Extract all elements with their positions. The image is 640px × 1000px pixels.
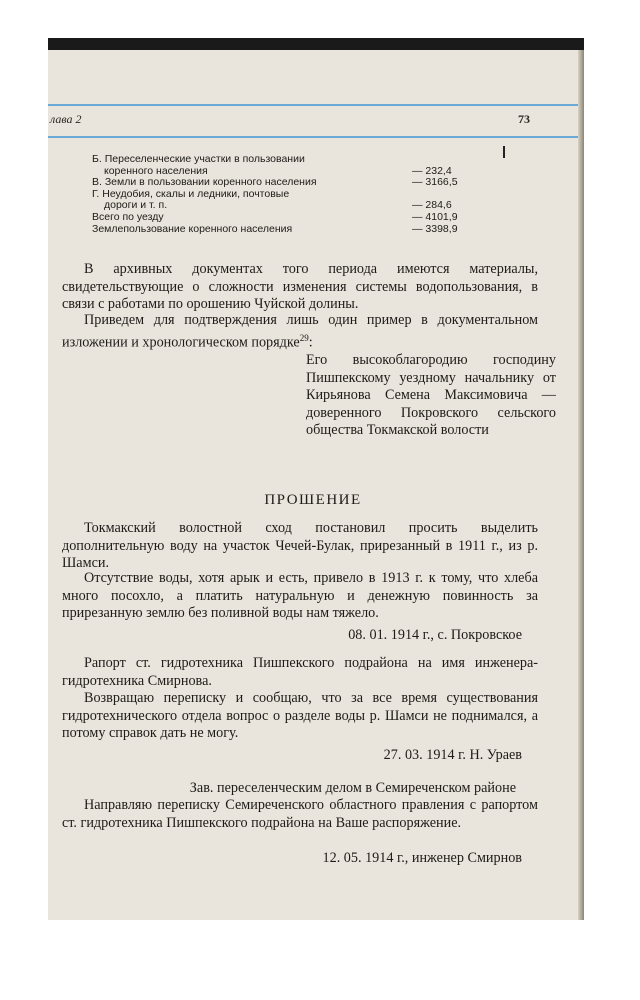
stat-value: — 284,6	[412, 199, 452, 212]
footnote-ref: 29	[299, 332, 309, 343]
petition-date-place: 08. 01. 1914 г., с. Покровское	[348, 627, 522, 643]
stat-label: Б. Переселенческие участки в пользовании	[92, 153, 305, 165]
paragraph-example-text: Приведем для подтверждения лишь один пример в документальном изложении и хронологическом порядке	[62, 312, 538, 351]
scan-top-edge	[48, 38, 584, 50]
paragraph-example-end: :	[308, 334, 313, 351]
letter-body: Направляю переписку Семиреченского областного правления с рапортом ст. гидротехника Пишпекского подрайона на Ваше распоряжение.	[62, 797, 538, 831]
stat-label-cont: коренного населения	[104, 164, 208, 177]
petition-paragraph-2: Отсутствие воды, хотя арык и есть, привело в 1913 г. к тому, что хлеба много посохло, а платить натуральную и денежную повинность за прирезанную землю без поливной воды нам тяжело.	[62, 570, 538, 622]
stat-label: В. Земли в пользовании коренного населения	[92, 176, 317, 189]
petition-paragraph-1: Токмакский волостной сход постановил просить выделить дополнительную воду на участок Чечей-Булак, прирезанный в 1911 г., из р. Шамси.	[62, 520, 538, 572]
book-page	[48, 50, 578, 920]
book-spine	[578, 50, 584, 920]
stat-value: — 4101,9	[412, 210, 458, 223]
stat-label-cont: дороги и т. п.	[104, 199, 168, 212]
stat-label: Г. Неудобия, скалы и ледники, почтовые	[92, 187, 290, 200]
paragraph-example	[62, 312, 538, 352]
page-number: 73	[518, 112, 530, 126]
stat-row	[92, 224, 492, 236]
report-body: Возвращаю переписку и сообщаю, что за все время существования гидротехнического отдела вопрос о разделе воды р. Шамси не поднимался, а потому справок дать не могу.	[62, 690, 538, 742]
header-rule-bottom	[48, 136, 578, 138]
report-title: Рапорт ст. гидротехника Пишпекского подрайона на имя инженера-гидротехника Смирнова.	[62, 655, 538, 689]
stat-value: — 3166,5	[412, 176, 458, 189]
petition-addressee: Его высокоблагородию господину Пишпекскому уездному начальнику от Кирьянова Семена Максимовича — доверенного Покровского сельского общества Токмакской волости	[306, 352, 556, 439]
letter-addressee: Зав. переселенческим делом в Семиреченском районе	[189, 780, 516, 796]
petition-heading: ПРОШЕНИЕ	[264, 492, 362, 508]
stat-row	[92, 189, 492, 212]
report-signature: 27. 03. 1914 г. Н. Ураев	[383, 747, 522, 763]
running-head: лава 2	[50, 112, 82, 126]
stat-row	[92, 154, 492, 177]
header-rule-top	[48, 104, 578, 106]
stat-label: Землепользование коренного населения	[92, 222, 293, 235]
stat-value: — 3398,9	[412, 222, 458, 235]
margin-mark	[503, 146, 505, 158]
land-statistics-list	[92, 154, 492, 235]
paragraph-archives: В архивных документах того периода имеются материалы, свидетельствующие о сложности изменения системы водопользования, в связи с работами по орошению Чуйской долины.	[62, 261, 538, 313]
stat-label: Всего по уезду	[92, 210, 164, 223]
stat-value: — 232,4	[412, 164, 452, 177]
letter-signature: 12. 05. 1914 г., инженер Смирнов	[322, 850, 522, 866]
